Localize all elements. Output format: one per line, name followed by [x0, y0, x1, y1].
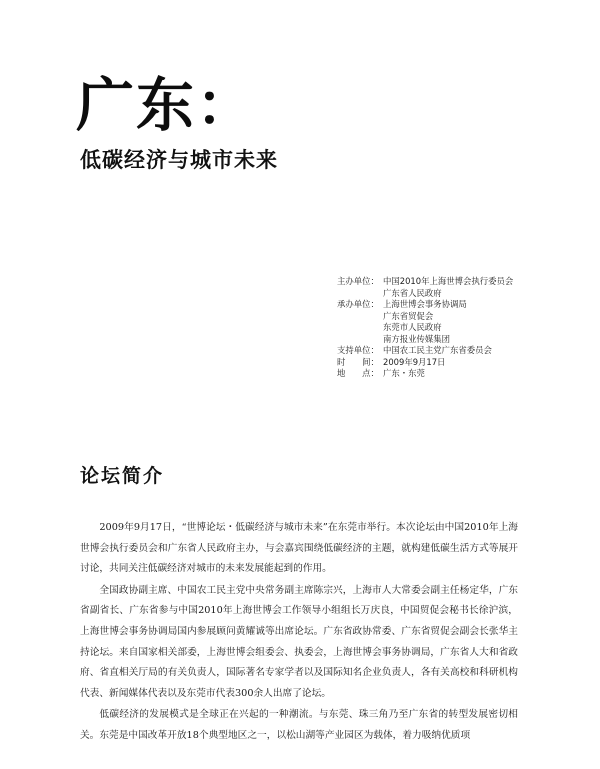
organizer-value: 广东省贸促会 — [383, 310, 434, 321]
section-title: 论坛简介 — [80, 465, 165, 487]
organizer-label: 时 间： — [337, 356, 379, 367]
organizer-values — [383, 345, 492, 357]
organizer-values — [383, 299, 467, 345]
page-subtitle: 低碳经济与城市未来 — [80, 148, 278, 172]
organizer-values — [383, 357, 445, 369]
organizer-value: 南方报业传媒集团 — [383, 333, 450, 344]
organizer-values — [383, 368, 425, 380]
organizer-values — [383, 276, 513, 299]
organizer-row-organizers — [337, 299, 513, 345]
organizer-value: 2009年9月17日 — [383, 356, 446, 367]
page-title: 广东： — [76, 71, 257, 139]
body-paragraph: 2009年9月17日，“世博论坛・低碳经济与城市未来”在东莞市举行。本次论坛由中国2010年上海世博会执行委员会和广东省人民政府主办，与会嘉宾围绕低碳经济的主题，就构建低碳生活方式等展开讨论，共同关注低碳经济对城市的未来发展能起到的作用。 — [80, 522, 518, 575]
organizer-value: 广东・东莞 — [383, 368, 425, 378]
organizer-value: 广东省人民政府 — [383, 287, 442, 298]
organizer-value: 上海世博会事务协调局 — [383, 299, 467, 309]
body-text — [80, 518, 518, 748]
organizer-label: 主办单位： — [337, 276, 379, 286]
organizer-info-block — [337, 276, 513, 380]
organizer-row-supporters — [337, 345, 513, 357]
organizer-label: 承办单位： — [337, 299, 379, 309]
organizer-label: 地 点： — [337, 368, 379, 378]
organizer-value: 东莞市人民政府 — [383, 322, 442, 332]
body-paragraph: 低碳经济的发展模式是全球正在兴起的一种潮流。与东莞、珠三角乃至广东省的转型发展密切相关。东莞是中国改革开放18个典型地区之一，以松山湖等产业园区为载体，着力吸纳优质项 — [80, 709, 518, 741]
organizer-value: 中国农工民主党广东省委员会 — [383, 345, 492, 355]
organizer-row-time — [337, 357, 513, 369]
organizer-value: 中国2010年上海世博会执行委员会 — [383, 276, 514, 286]
organizer-label: 支持单位： — [337, 345, 379, 355]
organizer-row-hosts — [337, 276, 513, 299]
body-paragraph: 全国政协副主席、中国农工民主党中央常务副主席陈宗兴，上海市人大常委会副主任杨定华，广东省副省长、广东省参与中国2010年上海世博会工作领导小组组长万庆良，中国贸促会秘书长徐沪滨，上海世博会事务协调局国内参展顾问黄耀诚等出席论坛。广东省政协常委、广东省贸促会副会长张华主持论坛。来自国家相关部委，上海世博会组委会、执委会，上海世博会事务协调局，广东省人大和省政府、省直相关厅局的有关负责人，国际著名专家学者以及国际知名企业负责人，各有关高校和科研机构代表、新闻媒体代表以及东莞市代表300余人出席了论坛。 — [80, 584, 518, 699]
organizer-row-location — [337, 368, 513, 380]
